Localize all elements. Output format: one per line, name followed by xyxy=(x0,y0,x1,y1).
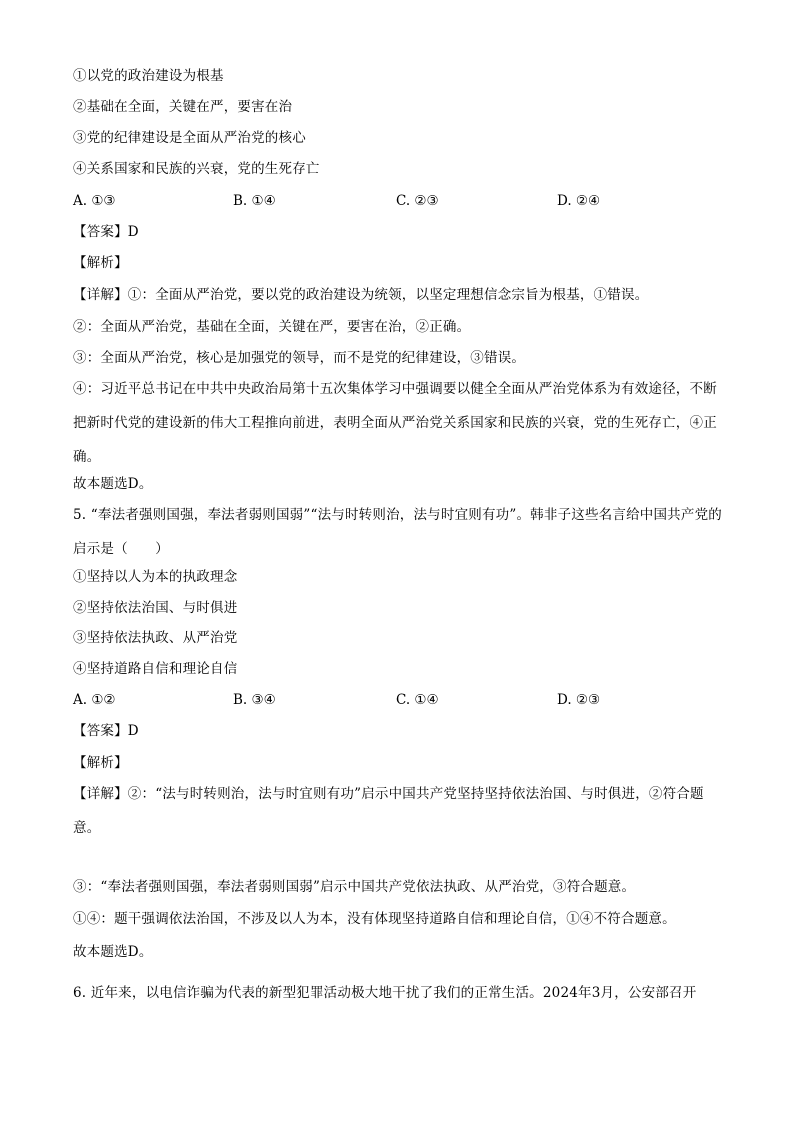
conclusion: 故本题选D。 xyxy=(73,944,153,960)
option-c: C. ②③ xyxy=(396,193,439,209)
option-c: C. ①④ xyxy=(396,692,439,708)
option-b: B. ③④ xyxy=(233,692,276,708)
statement-1: ①以党的政治建设为根基 xyxy=(73,68,224,84)
statement-4: ④关系国家和民族的兴衰，党的生死存亡 xyxy=(73,161,320,177)
option-b: B. ①④ xyxy=(233,193,276,209)
question-stem: 6. 近年来，以电信诈骗为代表的新型犯罪活动极大地干扰了我们的正常生活。2024年3月，公安部召开 xyxy=(73,985,697,1001)
option-a: A. ①③ xyxy=(73,193,116,209)
option-d: D. ②③ xyxy=(557,692,601,708)
detail-line: ③：“奉法者强则国强，奉法者弱则国弱”启示中国共产党依法执政、从严治党，③符合题意。 xyxy=(73,879,636,895)
question-stem: 5. “奉法者强则国强，奉法者弱则国弱”“法与时转则治，法与时宜则有功”。韩非子这些名言给中国共产党的启示是（ ） xyxy=(73,507,722,557)
answer-label: 【答案】D xyxy=(73,224,139,240)
option-a: A. ①② xyxy=(73,692,116,708)
statement-4: ④坚持道路自信和理论自信 xyxy=(73,661,238,677)
detail-paragraph: ④：习近平总书记在中共中央政治局第十五次集体学习中强调要以健全全面从严治党体系为有效途径，不断把新时代党的建设新的伟大工程推向前进，表明全面从严治党关系国家和民族的兴衰，党的生死存亡，④正确。 xyxy=(73,381,717,465)
conclusion: 故本题选D。 xyxy=(73,476,153,492)
answer-label: 【答案】D xyxy=(73,723,139,739)
detail-line: 【详解】①：全面从严治党，要以党的政治建设为统领，以坚定理想信念宗旨为根基，①错误。 xyxy=(73,287,649,303)
analysis-label: 【解析】 xyxy=(73,755,128,771)
statement-2: ②坚持依法治国、与时俱进 xyxy=(73,600,238,616)
detail-line: ②：全面从严治党，基础在全面，关键在严，要害在治，②正确。 xyxy=(73,319,471,335)
statement-2: ②基础在全面，关键在严，要害在治 xyxy=(73,99,293,115)
option-d: D. ②④ xyxy=(557,193,601,209)
detail-line: ①④：题干强调依法治国，不涉及以人为本，没有体现坚持道路自信和理论自信，①④不符合题意。 xyxy=(73,911,676,927)
statement-3: ③坚持依法执政、从严治党 xyxy=(73,630,238,646)
analysis-label: 【解析】 xyxy=(73,255,128,271)
statement-3: ③党的纪律建设是全面从严治党的核心 xyxy=(73,130,306,146)
detail-line: ③：全面从严治党，核心是加强党的领导，而不是党的纪律建设，③错误。 xyxy=(73,350,526,366)
detail-paragraph: 【详解】②：“法与时转则治，法与时宜则有功”启示中国共产党坚持坚持依法治国、与时俱进，②符合题意。 xyxy=(73,786,704,836)
statement-1: ①坚持以人为本的执政理念 xyxy=(73,569,238,585)
